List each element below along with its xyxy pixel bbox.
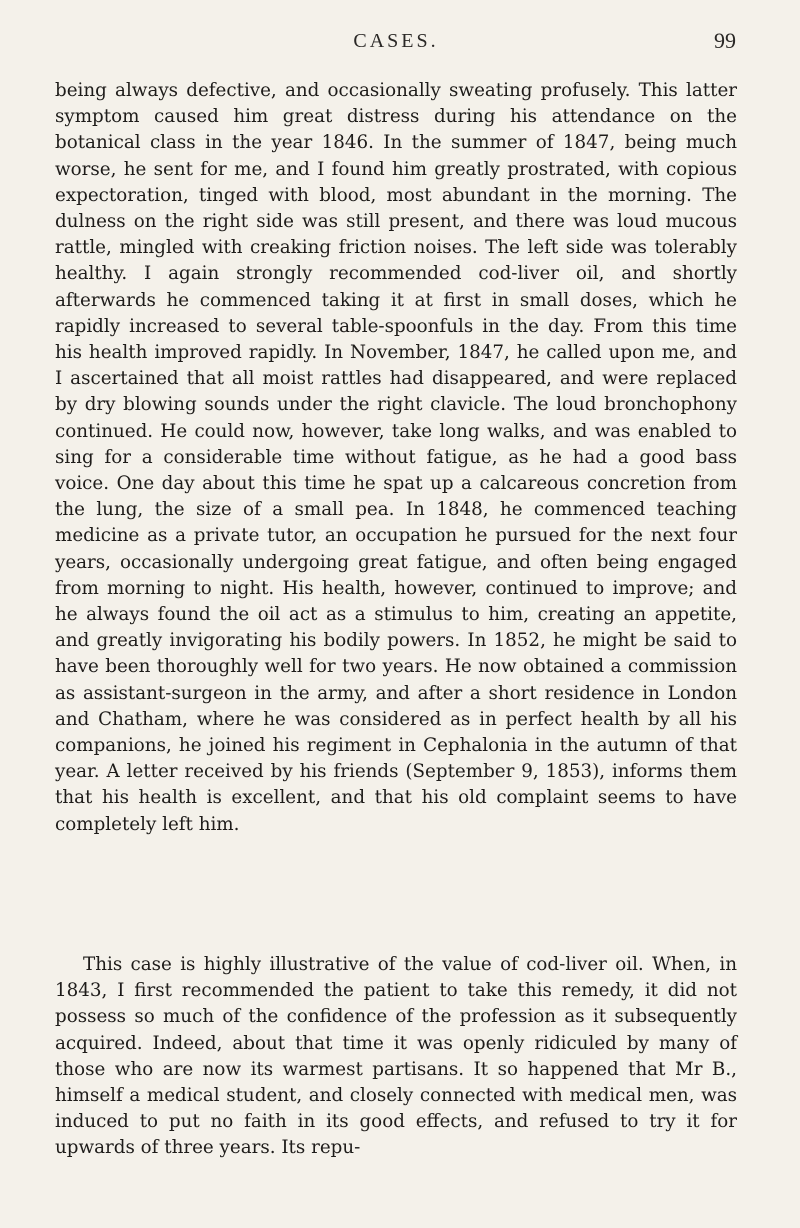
paragraph-case-history: being always defective, and occasionally sweating profusely. This latter symptom caused him great distress during his attendance on the botanical class in the year 1846. In the summer of 1847, being much worse, he sent for me, and I found him greatly prostrated, with copious expectoration, tinged with blood, most abundant in the morning. The dulness on the right side was still present, and there was loud mucous rattle, mingled with creaking friction noises. The left side was tolerably healthy. I again strongly recommended cod-liver oil, and shortly afterwards he commenced taking it at first in small doses, which he rapidly increased to several table-spoonfuls in the day. From this time his health improved rapidly. In November, 1847, he called upon me, and I ascertained that all moist rattles had disappeared, and were replaced by dry blowing sounds under the right clavicle. The loud bronchophony continued. He could now, however, take long walks, and was enabled to sing for a considerable time without fatigue, as he had a good bass voice. One day about this time he spat up a calcareous concretion from the lung, the size of a small pea. In 1848, he commenced teaching medicine as a private tutor, an occupation he pursued for the next four years, occasionally undergoing great fatigue, and often being engaged from morning to night. His health, however, continued to improve; and he always found the oil act as a stimulus to him, creating an appetite, and greatly invigorating his bodily powers. In 1852, he might be said to have been thoroughly well for two years. He now obtained a commission as assistant-surgeon in the army, and after a short residence in London and Chatham, where he was considered as in perfect health by all his companions, he joined his regiment in Cephalonia in the autumn of that year. A letter received by his friends (September 9, 1853), informs them that his health is excellent, and that his old complaint seems to have completely left him. bbox=[55, 80, 737, 835]
running-title: CASES. bbox=[353, 30, 439, 52]
page-number: 99 bbox=[714, 28, 736, 53]
paragraph-commentary: This case is highly illustrative of the value of cod-liver oil. When, in 1843, I first recommended the patient to take this remedy, it did not possess so much of the confidence of the profession as it subsequently acquired. Indeed, about that time it was openly ridiculed by many of those who are now its warmest partisans. It so happened that Mr B., himself a medical student, and closely connected with medical men, was induced to put no faith in its good effects, and refused to try it for upwards of three years. Its repu- bbox=[55, 954, 737, 1159]
running-head bbox=[56, 30, 736, 56]
body-text bbox=[55, 78, 737, 838]
